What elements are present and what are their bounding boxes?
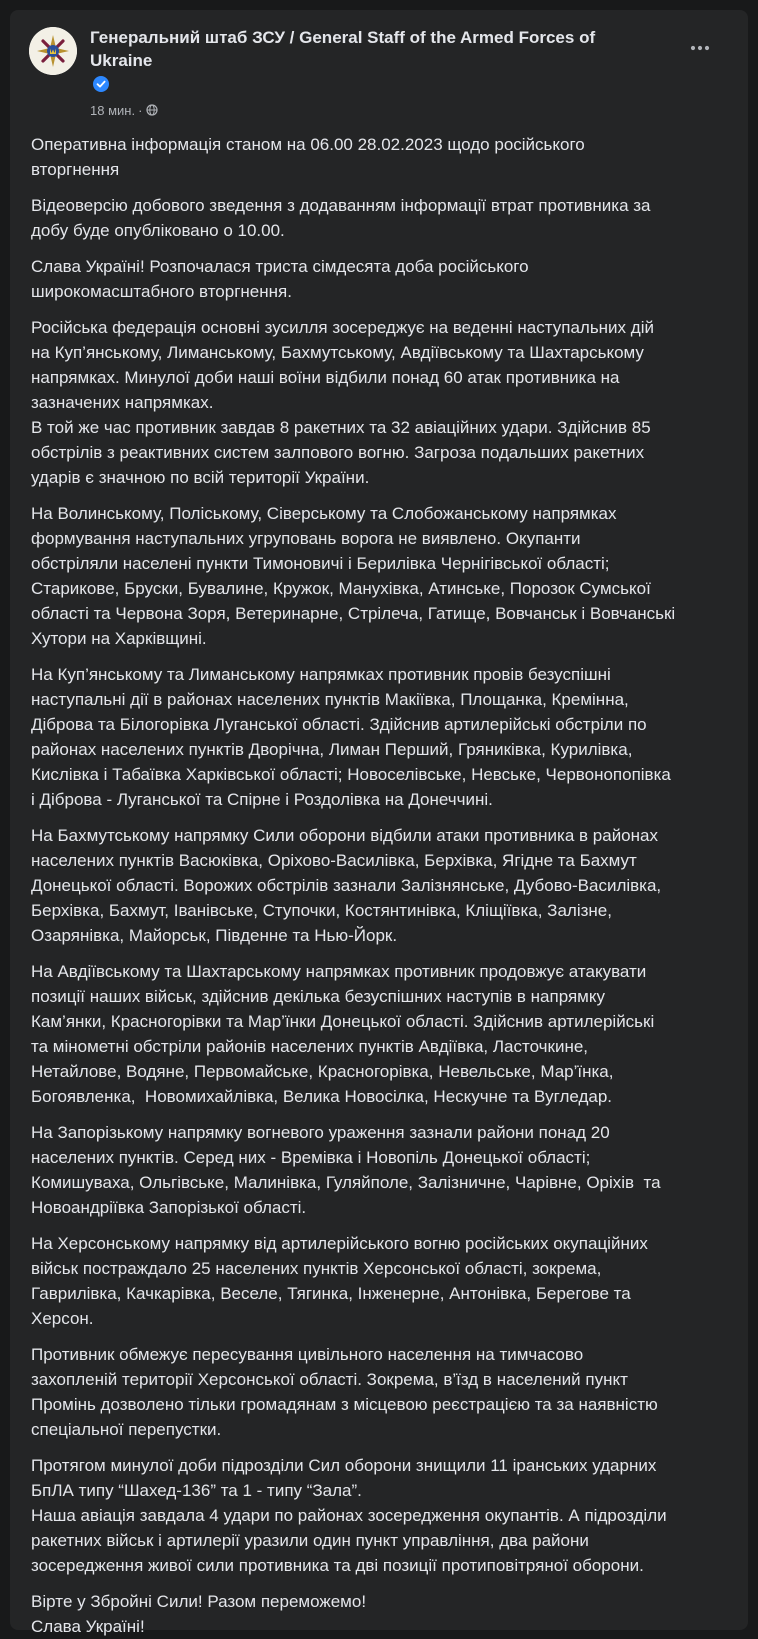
post-author-name[interactable]: Генеральний штаб ЗСУ / General Staff of the Armed Forces of Ukraine xyxy=(90,28,596,70)
post-paragraph: Протягом минулої доби підрозділи Сил оборони знищили 11 іранських ударних БпЛА типу “Шахед-136” та 1 - типу “Зала”. Наша авіація завдала 4 удари по районах зосередження окупантів. А підрозділи ракетних військ і артилерії уразили один пункт управління, два райони зосередження живої сили противника та дві позиції протиповітряної оборони. xyxy=(31,1456,667,1575)
post-paragraph: На Авдіївському та Шахтарському напрямках противник продовжує атакувати позиції наших військ, здійснив декілька безуспішних наступів в напрямку Кам’янки, Красногорівки та Мар’їнки Донецької області. Здійснив артилерійські та мінометні обстріли районів населених пунктів Авдіївка, Ласточкине, Нетайлове, Водяне, Первомайське, Красногорівка, Невельське, Мар’їнка, Богоявленка, Новомихайлівка, Велика Новосілка, Нескучне та Вугледар. xyxy=(31,962,655,1106)
post-paragraph: На Херсонському напрямку від артилерійського вогню російських окупаційних військ постраждало 25 населених пунктів Херсонської області, зокрема, Гаврилівка, Качкарівка, Веселе, Тягинка, Інженерне, Антонівка, Берегове та Херсон. xyxy=(31,1234,648,1328)
post-paragraph: Російська федерація основні зусилля зосереджує на веденні наступальних дій на Куп’янському, Лиманському, Бахмутському, Авдіївському та Шахтарському напрямках. Минулої доби наші воїни відбили понад 60 атак противника на зазначених напрямках. В той же час противник завдав 8 ракетних та 32 авіаційних удари. Здійснив 85 обстрілів з реактивних систем залпового вогню. Загроза подальших ракетних ударів є значною по всій території України. xyxy=(31,318,654,487)
armed-forces-emblem-icon xyxy=(29,27,77,75)
post-paragraph: На Волинському, Поліському, Сіверському та Слобожанському напрямках формування наступальних угруповань ворога не виявлено. Окупанти обстріляли населені пункти Тимоновичі і Берилівка Чернігівської області; Старикове, Бруски, Бувалине, Кружок, Манухівка, Атинське, Порозок Сумської області та Червона Зоря, Ветеринарне, Стрілеча, Гатище, Вовчанськ і Вовчанські Хутори на Харківщині. xyxy=(31,504,676,648)
post-paragraph: Противник обмежує пересування цивільного населення на тимчасово захопленій території Херсонської області. Зокрема, в’їзд в населений пункт Промінь дозволено тільки громадянам з місцевою реєстрацією та за наявністю спеціальної перепустки. xyxy=(31,1345,658,1439)
avatar[interactable] xyxy=(29,27,77,75)
post-paragraph: Віртe у Збройні Сили! Разом переможемо! Слава Україні! xyxy=(31,1592,367,1636)
more-options-icon xyxy=(690,45,710,51)
verified-badge-icon xyxy=(93,76,109,92)
post-body xyxy=(31,132,736,1639)
post-paragraph: На Бахмутському напрямку Сили оборони відбили атаки противника в районах населених пунктів Васюківка, Оріхово-Василівка, Берхівка, Ягідне та Бахмут Донецької області. Ворожих обстрілів зазнали Залізнянське, Дубово-Василівка, Берхівка, Бахмут, Іванівське, Ступочки, Костянтинівка, Кліщіївка, Залізне, Озарянівка, Майорськ, Південне та Нью-Йорк. xyxy=(31,826,662,945)
post-paragraph: Оперативна інформація станом на 06.00 28.02.2023 щодо російського вторгнення xyxy=(31,135,585,179)
post-meta xyxy=(90,100,158,120)
more-options-button[interactable] xyxy=(682,36,718,60)
globe-icon[interactable] xyxy=(146,104,158,116)
post-paragraph: Відеоверсію добового зведення з додаванням інформації втрат противника за добу буде опубліковано о 10.00. xyxy=(31,196,651,240)
post-paragraph: На Запорізькому напрямку вогневого ураження зазнали райони понад 20 населених пунктів. Серед них - Времівка і Новопіль Донецької області; Комишуваха, Ольгівське, Малинівка, Гуляйполе, Залізничне, Чарівне, Оріхів та Новоандріївка Запорізької області. xyxy=(31,1123,661,1217)
post-card xyxy=(10,10,748,1636)
meta-separator: · xyxy=(138,102,143,118)
post-timestamp[interactable]: 18 мин. xyxy=(90,102,136,118)
post-paragraph: На Куп’янському та Лиманському напрямках противник провів безуспішні наступальні дії в районах населених пунктів Макіївка, Площанка, Кремінна, Діброва та Білогорівка Луганської області. Здійснив артилерійські обстріли по районах населених пунктів Дворічна, Лиман Перший, Гряниківка, Курилівка, Кислівка і Табаївка Харківської області; Новоселівське, Невське, Червонопопівка і Діброва - Луганської та Спірне і Роздолівка на Донеччині. xyxy=(31,665,671,809)
post-paragraph: Слава Україні! Розпочалася триста сімдесята доба російського широкомасштабного вторгнення. xyxy=(31,257,529,301)
